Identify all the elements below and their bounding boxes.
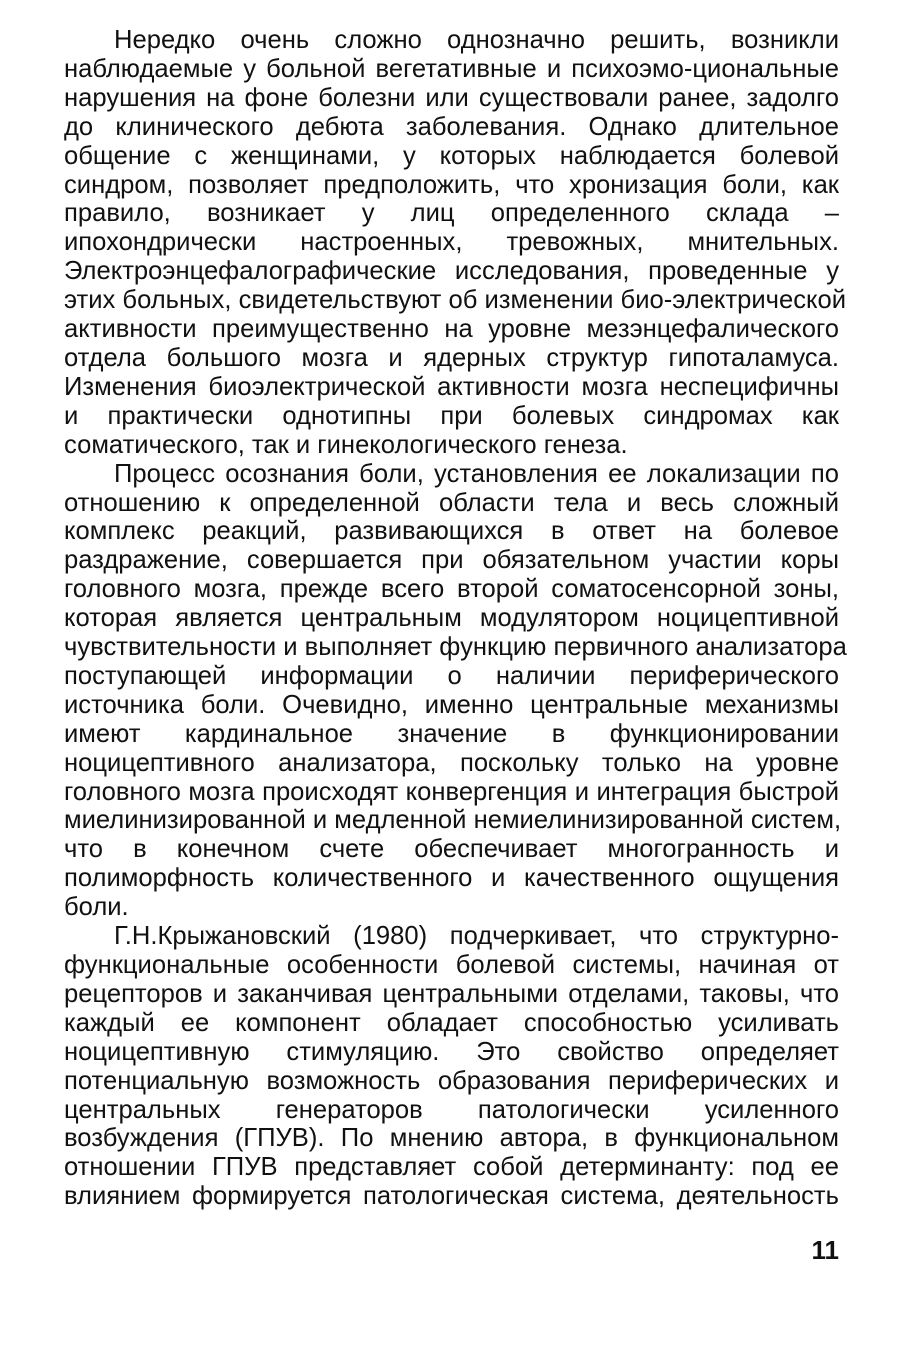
text-line: Нередко очень сложно однозначно решить, возникли xyxy=(114,26,839,54)
text-line: рецепторов и заканчивая центральными отделами, таковы, что xyxy=(64,979,839,1008)
text-line: головного мозга, прежде всего второй соматосенсорной зоны, xyxy=(64,575,839,604)
text-line: отношению к определенной области тела и весь сложный xyxy=(64,488,839,517)
text-line: отношении ГПУВ представляет собой детерминанту: под ее xyxy=(64,1153,839,1182)
text-line: которая является центральным модулятором ноцицептивной xyxy=(64,604,839,633)
text-line: полиморфность количественного и качественного ощущения xyxy=(64,864,839,893)
text-line: головного мозга происходят конвергенция и интеграция быстрой xyxy=(64,777,839,806)
text-line: каждый ее компонент обладает способностью усиливать xyxy=(64,1008,839,1037)
paragraph-2 xyxy=(64,459,847,923)
text-line: возбуждения (ГПУВ). По мнению автора, в функциональном xyxy=(64,1124,839,1153)
text-line: активности преимущественно на уровне мезэнцефалического xyxy=(64,315,839,344)
text-line: общение с женщинами, у которых наблюдается болевой xyxy=(64,141,839,170)
text-line: боли. xyxy=(64,893,129,922)
text-line: синдром, позволяет предположить, что хронизация боли, как xyxy=(64,170,839,199)
text-line: центральных генераторов патологически усиленного xyxy=(64,1095,839,1124)
page-body xyxy=(64,26,847,1211)
text-line: ноцицептивного анализатора, поскольку только на уровне xyxy=(64,748,839,777)
text-line: правило, возникает у лиц определенного склада – xyxy=(64,199,839,228)
paragraph-1 xyxy=(64,26,847,460)
text-line: функциональные особенности болевой системы, начиная от xyxy=(64,951,839,979)
text-line: источника боли. Очевидно, именно центральные механизмы xyxy=(64,690,839,719)
text-line: миелинизированной и медленной немиелинизированной систем, xyxy=(64,806,842,835)
text-line: отдела большого мозга и ядерных структур гипоталамуса. xyxy=(64,343,839,372)
text-line: чувствительности и выполняет функцию первичного анализатора xyxy=(64,633,847,662)
text-line: что в конечном счете обеспечивает многогранность и xyxy=(64,835,839,864)
text-line: комплекс реакций, развивающихся в ответ на болевое xyxy=(64,517,839,546)
text-line: наблюдаемые у больной вегетативные и психоэмо-циональные xyxy=(64,54,839,83)
text-line: ипохондрически настроенных, тревожных, мнительных. xyxy=(64,228,839,257)
text-line: соматического, так и гинекологического генеза. xyxy=(64,430,628,459)
text-line: нарушения на фоне болезни или существовали ранее, задолго xyxy=(64,83,839,112)
text-line: имеют кардинальное значение в функционировании xyxy=(64,719,839,748)
text-line: раздражение, совершается при обязательном участии коры xyxy=(64,546,839,575)
page-number: 11 xyxy=(811,1235,839,1265)
text-line: до клинического дебюта заболевания. Однако длительное xyxy=(64,112,839,141)
text-line: и практически однотипны при болевых синдромах как xyxy=(64,401,839,430)
text-line: потенциальную возможность образования периферических и xyxy=(64,1066,839,1095)
text-line: Изменения биоэлектрической активности мозга неспецифичны xyxy=(64,372,839,401)
text-line: поступающей информации о наличии периферического xyxy=(64,661,839,690)
text-line: Электроэнцефалографические исследования, проведенные у xyxy=(64,257,839,286)
text-line: Процесс осознания боли, установления ее локализации по xyxy=(114,459,839,488)
text-line: Г.Н.Крыжановский (1980) подчеркивает, что структурно- xyxy=(114,922,839,951)
text-line: влиянием формируется патологическая система, деятельность xyxy=(64,1182,839,1211)
text-line: ноцицептивную стимуляцию. Это свойство определяет xyxy=(64,1037,839,1066)
text-line: этих больных, свидетельствуют об изменении био-электрической xyxy=(64,286,847,315)
paragraph-3 xyxy=(64,922,839,1211)
